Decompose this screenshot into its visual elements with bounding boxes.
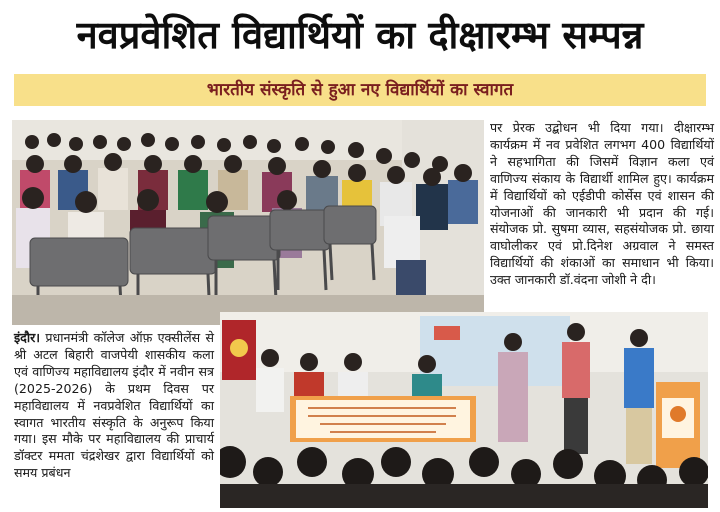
audience-photo (12, 120, 484, 325)
dateline: इंदौर। (14, 330, 41, 345)
stage-photo (220, 312, 708, 508)
subheadline: भारतीय संस्कृति से हुआ नए विद्यार्थियों का स्वागत (206, 80, 514, 100)
article-text-left: प्रधानमंत्री कॉलेज ऑफ़ एक्सीलेंस से श्री अटल बिहारी वाजपेयी शासकीय कला एवं वाणिज्य महाविद्यालय इंदौर में नवीन सत्र (2025-2026) के प्रथम दिवस पर महाविद्यालय में नवप्रवेशित विद्यार्थियों का स्वागत भारतीय संस्कृति के अनुरूप किया गया। इस मौके पर महाविद्यालय की प्राचार्य डॉक्टर ममता चंद्रशेखर द्वारा विद्यार्थियों को समय प्रबंधन (14, 330, 214, 481)
article-text-right: पर प्रेरक उद्बोधन भी दिया गया। दीक्षारम्भ कार्यक्रम में नव प्रवेशित लगभग 400 विद्यार्थियों ने सहभागिता की जिसमें विज्ञान कला एवं वाणिज्य संकाय के विद्यार्थी शामिल हुए। कार्यक्रम में विद्यार्थियों को एईडीपी कोर्सेस एवं शासन की योजनाओं की जानकारी भी प्रदान की गई। संयोजक प्रो. सुषमा व्यास, सहसंयोजक प्रो. छाया वाघोलीकर एवं प्रो.दिनेश अग्रवाल ने समस्त विद्यार्थियों की शंकाओं का समाधान भी किया। उक्त जानकारी डॉ.वंदना जोशी ने दी। (490, 120, 714, 288)
article-left-column (14, 330, 214, 482)
article-paragraph-left (14, 330, 214, 482)
article-right-column (490, 120, 714, 289)
headline: नवप्रवेशित विद्यार्थियों का दीक्षारम्भ सम्पन्न (76, 13, 644, 57)
